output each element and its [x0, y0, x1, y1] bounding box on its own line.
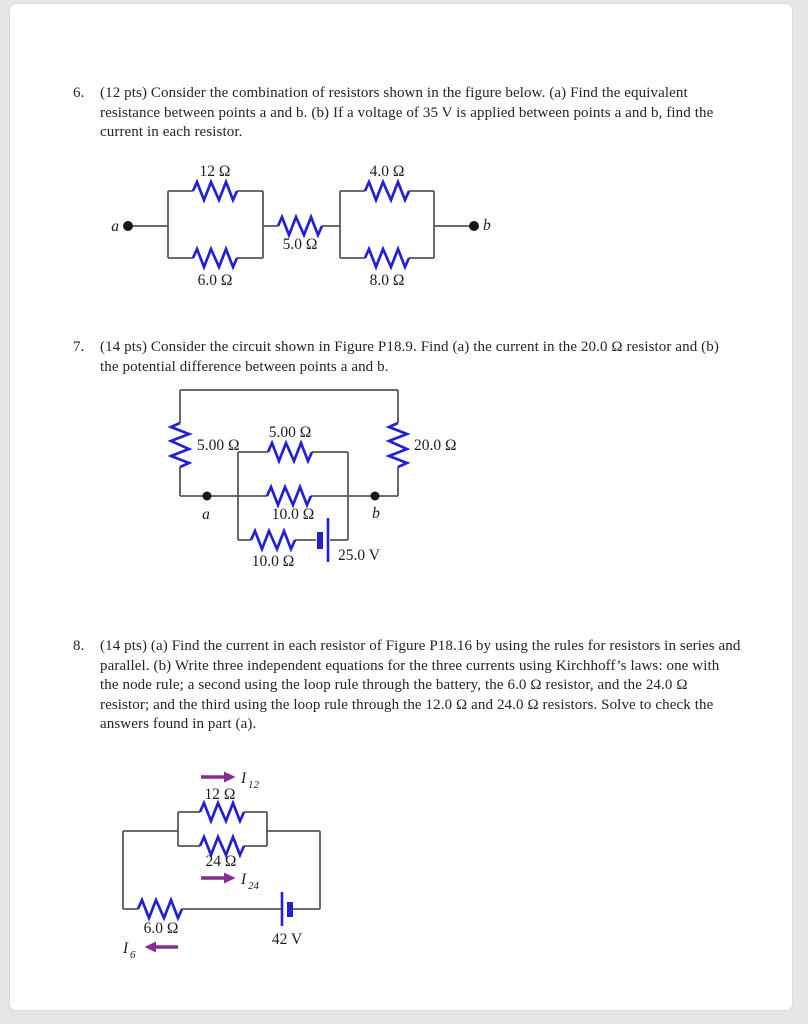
battery-25v-label: 25.0 V [338, 547, 380, 564]
current-i12-label: I [241, 770, 247, 787]
node-a-label: a [111, 218, 119, 235]
resistor-5.00-ohm-left [171, 423, 189, 467]
current-i12-subscript: 12 [248, 779, 259, 791]
problem-6-number: 6. [73, 85, 85, 101]
circuit-8-figure [95, 758, 345, 973]
resistor-10.0-ohm-bottom [251, 531, 295, 549]
resistor-5.00-ohm-top [268, 443, 312, 461]
resistor-5.00-ohm-left-label: 5.00 Ω [197, 437, 240, 454]
resistor-12-ohm [200, 803, 244, 821]
current-i24-label: I [241, 871, 247, 888]
problem-7-line: the potential difference between points a and b. [100, 358, 389, 375]
resistor-24-ohm-label: 24 Ω [205, 853, 237, 870]
current-i24-arrowhead [224, 873, 236, 884]
resistor-6.0-ohm-label: 6.0 Ω [143, 920, 179, 937]
node-b-label: b [483, 217, 491, 234]
node-a-dot [123, 221, 133, 231]
resistor-4-ohm [365, 182, 409, 200]
current-i6-subscript: 6 [130, 949, 136, 961]
battery-42v-label: 42 V [271, 931, 303, 948]
node-a-label: a [202, 506, 210, 523]
node-a-dot [203, 492, 212, 501]
problem-6-line: resistance between points a and b. (b) If a voltage of 35 V is applied between points a and b, find the [100, 104, 714, 121]
resistor-6-ohm-label: 6.0 Ω [197, 272, 233, 289]
problem-7 [73, 338, 773, 377]
circuit-6-figure [100, 150, 520, 300]
resistor-10.0-ohm-bottom-label: 10.0 Ω [251, 553, 295, 570]
current-i24-subscript: 24 [248, 880, 259, 892]
problem-8-text [100, 637, 740, 735]
resistor-6.0-ohm [138, 900, 182, 918]
resistor-4-ohm-label: 4.0 Ω [369, 163, 405, 180]
problem-6-text [100, 84, 713, 143]
problem-8-number: 8. [73, 638, 85, 654]
resistor-10.0-ohm-middle [267, 487, 311, 505]
resistor-8-ohm-label: 8.0 Ω [369, 272, 405, 289]
resistor-20.0-ohm [389, 423, 407, 467]
node-b-label: b [372, 505, 380, 522]
problem-7-text [100, 338, 719, 377]
resistor-12-ohm-label: 12 Ω [204, 786, 236, 803]
node-b-dot [469, 221, 479, 231]
node-b-dot [371, 492, 380, 501]
problem-8-line: resistor; and the third using the loop rule through the 12.0 Ω and 24.0 Ω resistors. Solve to check the [100, 696, 714, 713]
problem-6-line: (12 pts) Consider the combination of resistors shown in the figure below. (a) Find the equivalent [100, 85, 688, 101]
current-i6-arrowhead [145, 942, 157, 953]
problem-8 [73, 637, 773, 735]
resistor-20.0-ohm-label: 20.0 Ω [414, 437, 457, 454]
resistor-5-ohm-label: 5.0 Ω [282, 236, 318, 253]
resistor-5.00-ohm-top-label: 5.00 Ω [268, 424, 312, 441]
problem-7-line: (14 pts) Consider the circuit shown in Figure P18.9. Find (a) the current in the 20.0 Ω resistor and (b) [100, 339, 719, 355]
resistor-6-ohm [193, 249, 237, 267]
current-i12-arrowhead [224, 772, 236, 783]
problem-8-line: the node rule; a second using the loop rule through the battery, the 6.0 Ω resistor, and the 24.0 Ω [100, 677, 688, 693]
problem-6-line: current in each resistor. [100, 124, 243, 140]
problem-7-number: 7. [73, 339, 85, 355]
current-i6-label: I [123, 940, 129, 957]
problem-8-line: parallel. (b) Write three independent equations for the three currents using Kirchhoff’s laws: one with [100, 657, 720, 674]
resistor-8-ohm [365, 249, 409, 267]
resistor-12-ohm-label: 12 Ω [199, 163, 231, 180]
resistor-5-ohm [278, 217, 322, 235]
problem-8-line: answers found in part (a). [100, 716, 257, 732]
problem-8-line: (14 pts) (a) Find the current in each resistor of Figure P18.16 by using the rules for resistors in series and [100, 638, 741, 654]
resistor-12-ohm [193, 182, 237, 200]
problem-6 [73, 84, 773, 143]
resistor-10.0-ohm-middle-label: 10.0 Ω [271, 506, 315, 523]
circuit-7-figure [150, 380, 480, 585]
